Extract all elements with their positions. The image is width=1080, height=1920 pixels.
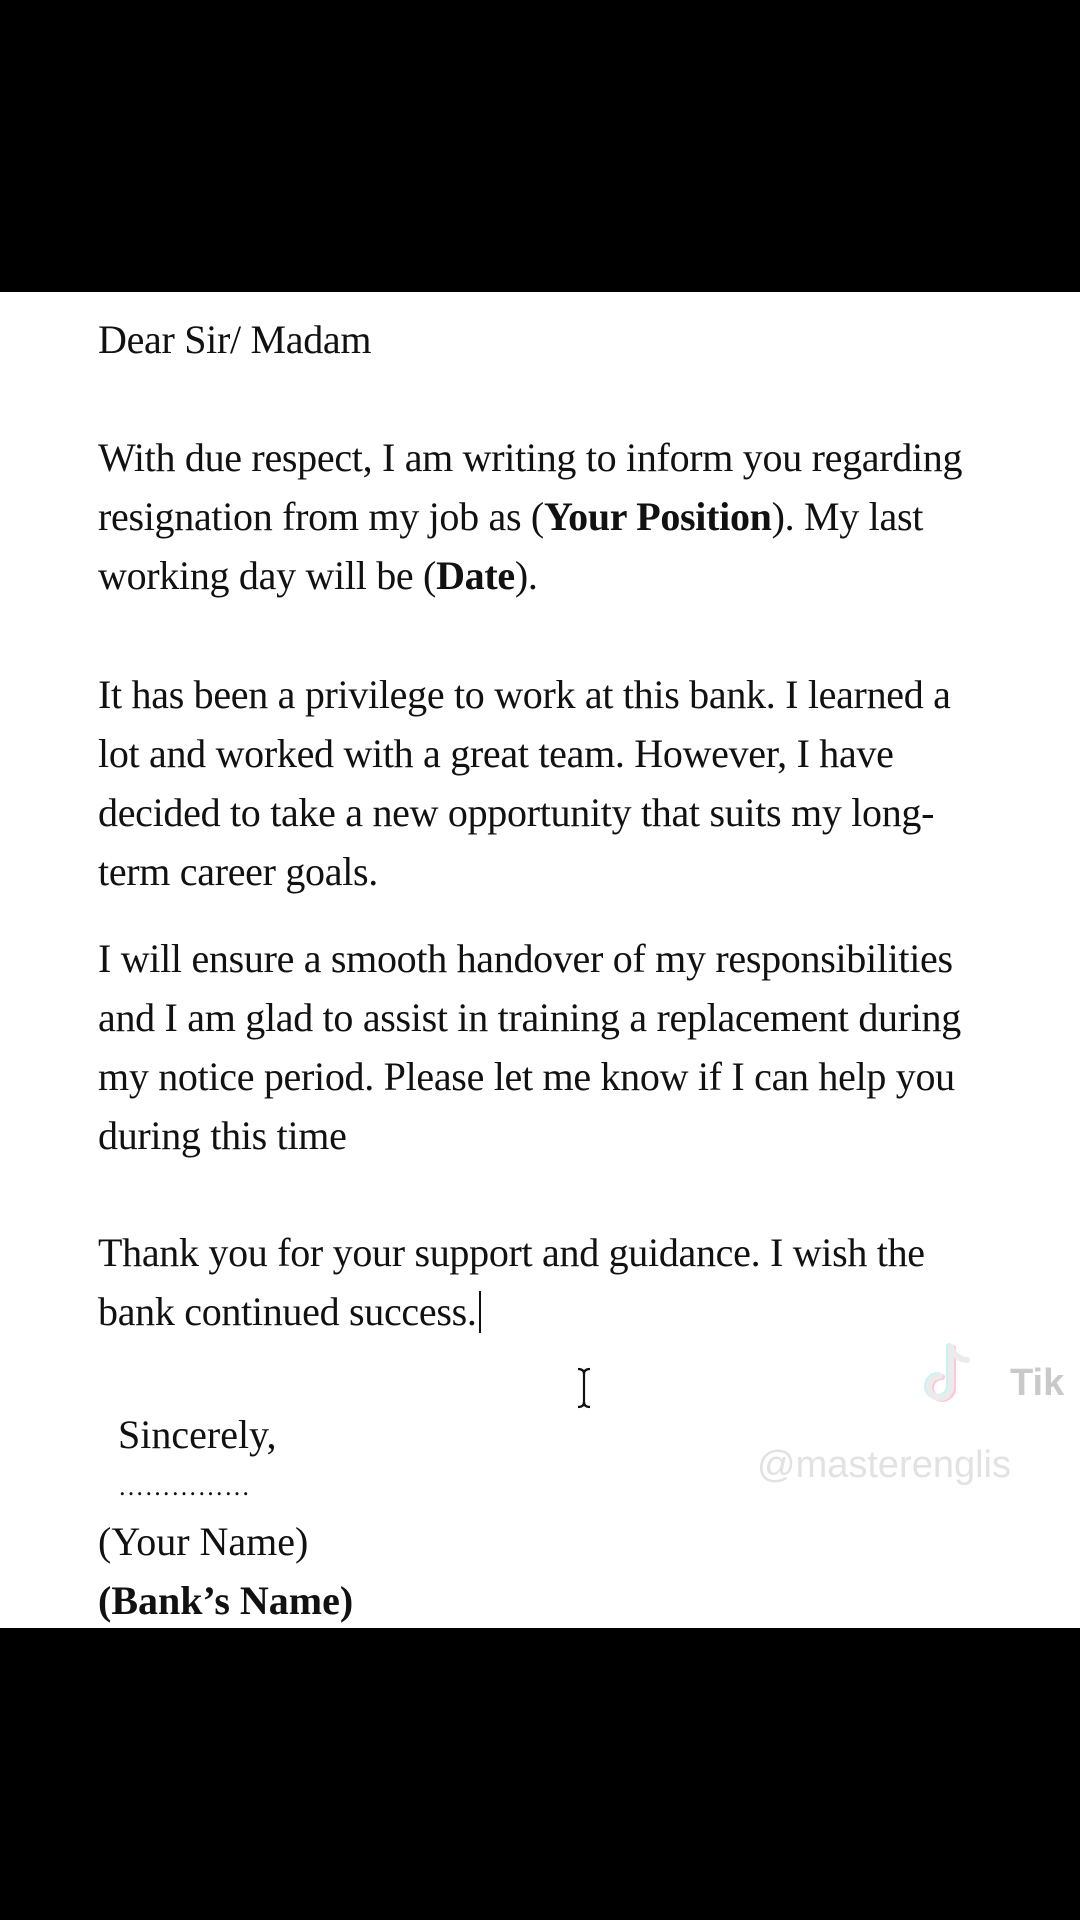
text-line: It has been a privilege to work at this bank. I learned a [98, 672, 951, 717]
placeholder-position: Your Position [543, 494, 772, 539]
paragraph-gratitude [98, 665, 1080, 901]
text-line: lot and worked with a great team. However, I have [98, 731, 894, 776]
text-line: With due respect, I am writing to inform you regarding [98, 435, 963, 480]
paragraph-thanks [98, 1223, 1080, 1341]
placeholder-date: Date [436, 553, 515, 598]
text-line: during this time [98, 1113, 347, 1158]
text-line: and I am glad to assist in training a replacement during [98, 995, 961, 1040]
your-name-placeholder: (Your Name) [98, 1519, 309, 1564]
document-page[interactable] [0, 292, 1080, 1628]
text-cursor-icon [572, 1366, 596, 1410]
bank-name-placeholder: (Bank’s Name) [98, 1578, 354, 1623]
text-line: term career goals. [98, 849, 378, 894]
text-line: Thank you for your support and guidance. I wish the [98, 1230, 925, 1275]
text-caret [479, 1291, 481, 1333]
salutation: Dear Sir/ Madam [98, 317, 372, 362]
watermark-brand: Tik [1010, 1362, 1065, 1404]
signature-line: …………… [118, 1472, 251, 1501]
paragraph-handover [98, 929, 1080, 1165]
text-line: I will ensure a smooth handover of my responsibilities [98, 936, 953, 981]
text-line: working day will be (Date). [98, 553, 538, 598]
paragraph-resignation-notice [98, 428, 1080, 605]
closing: Sincerely, [118, 1412, 277, 1457]
watermark-handle: @masterenglis [757, 1444, 1011, 1486]
letter-body[interactable] [98, 310, 1080, 1341]
text-line: my notice period. Please let me know if I can help you [98, 1054, 955, 1099]
text-line: resignation from my job as (Your Position). My last [98, 494, 924, 539]
text-line: decided to take a new opportunity that suits my long- [98, 790, 935, 835]
text-line: bank continued success. [98, 1282, 1080, 1341]
